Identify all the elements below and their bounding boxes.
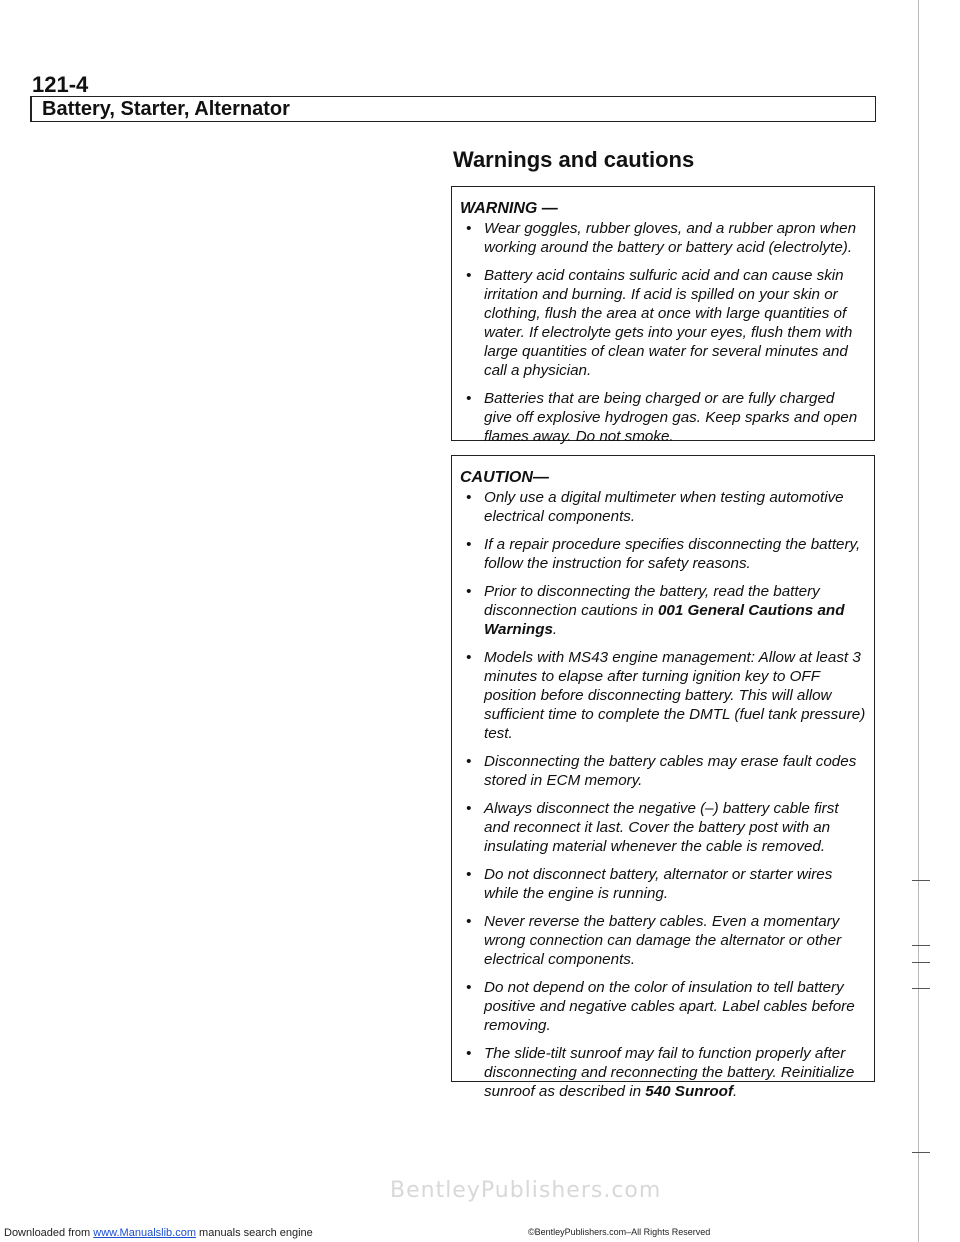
section-reference: 540 Sunroof <box>645 1083 734 1100</box>
bullet-icon: • <box>466 583 472 600</box>
caution-text: Models with MS43 engine management: Allow at least 3 minutes to elapse after turning ignition key to OFF position before disconnecting battery. This will allow sufficient time to complete the DMTL (fuel tank pressure) test. <box>484 649 866 742</box>
chapter-header <box>30 96 876 122</box>
bullet-icon: • <box>466 489 472 506</box>
caution-text: Do not depend on the color of insulation to tell battery positive and negative cables apart. Label cables before removing. <box>484 979 855 1034</box>
caution-text: Only use a digital multimeter when testing automotive electrical components. <box>484 489 844 525</box>
warning-text: Wear goggles, rubber gloves, and a rubber apron when working around the battery or battery acid (electrolyte). <box>484 220 857 256</box>
list-item <box>460 799 866 856</box>
section-title: Warnings and cautions <box>453 147 695 172</box>
crop-mark <box>912 1152 930 1153</box>
watermark: BentleyPublishers.com <box>390 1178 662 1203</box>
crop-mark <box>912 880 930 881</box>
download-footer <box>4 1227 313 1239</box>
list-item <box>460 488 866 526</box>
bullet-icon: • <box>466 800 472 817</box>
caution-text-post: . <box>733 1083 738 1100</box>
copyright-notice: ©BentleyPublishers.com–All Rights Reserved <box>528 1227 711 1237</box>
bullet-icon: • <box>466 536 472 553</box>
caution-text <box>484 1045 854 1100</box>
warning-text: Batteries that are being charged or are fully charged give off explosive hydrogen gas. Keep sparks and open flames away. Do not smoke. <box>484 390 858 445</box>
footer-suffix: manuals search engine <box>195 1227 313 1239</box>
caution-text-post: . <box>552 621 558 638</box>
caution-text: Never reverse the battery cables. Even a momentary wrong connection can damage the alternator or other electrical components. <box>484 913 842 968</box>
list-item <box>460 389 866 446</box>
list-item <box>460 648 866 743</box>
caution-text: Always disconnect the negative (–) battery cable first and reconnect it last. Cover the battery post with an insulating material whenever the cable is removed. <box>484 800 839 855</box>
caution-text: Disconnecting the battery cables may erase fault codes stored in ECM memory. <box>484 753 857 789</box>
footer-prefix: Downloaded from <box>4 1227 94 1239</box>
crop-mark <box>912 945 930 946</box>
page-number: 121-4 <box>32 72 89 97</box>
section-reference: 001 General Cautions and Warnings <box>484 602 845 638</box>
margin-rule <box>918 0 919 1242</box>
crop-mark <box>912 988 930 989</box>
bullet-icon: • <box>466 753 472 770</box>
list-item <box>460 978 866 1035</box>
bullet-icon: • <box>466 649 472 666</box>
list-item <box>460 912 866 969</box>
caution-heading: CAUTION— <box>460 469 549 486</box>
crop-mark <box>912 962 930 963</box>
warning-text: Battery acid contains sulfuric acid and can cause skin irritation and burning. If acid is spilled on your skin or clothing, flush the area at once with large quantities of water. If electrolyte gets into your eyes, flush them with large quantities of clean water for several minutes and call a physician. <box>484 267 853 379</box>
warning-box <box>451 186 875 445</box>
chapter-title: Battery, Starter, Alternator <box>42 98 290 120</box>
caution-text: If a repair procedure specifies disconnecting the battery, follow the instruction for safety reasons. <box>484 536 861 572</box>
bullet-icon: • <box>466 866 472 883</box>
caution-list <box>460 488 866 1101</box>
caution-text-pre: Prior to disconnecting the battery, read the battery disconnection cautions in <box>484 583 820 619</box>
warning-heading: WARNING — <box>460 200 558 217</box>
list-item <box>460 582 866 639</box>
bullet-icon: • <box>466 267 472 284</box>
bullet-icon: • <box>466 979 472 996</box>
list-item <box>460 865 866 903</box>
bullet-icon: • <box>466 913 472 930</box>
manualslib-link[interactable]: www.Manualslib.com <box>93 1227 196 1239</box>
bullet-icon: • <box>466 390 472 407</box>
warning-list <box>460 219 866 446</box>
caution-text: Do not disconnect battery, alternator or starter wires while the engine is running. <box>484 866 833 902</box>
caution-box <box>451 455 875 1100</box>
list-item <box>460 535 866 573</box>
list-item <box>460 1044 866 1101</box>
list-item <box>460 752 866 790</box>
caution-text-pre: The slide-tilt sunroof may fail to function properly after disconnecting and reconnecting the battery. Reinitialize sunroof as described in <box>484 1045 855 1100</box>
list-item <box>460 219 866 257</box>
bullet-icon: • <box>466 1045 472 1062</box>
caution-text <box>484 583 844 638</box>
bullet-icon: • <box>466 220 472 237</box>
list-item <box>460 266 866 380</box>
